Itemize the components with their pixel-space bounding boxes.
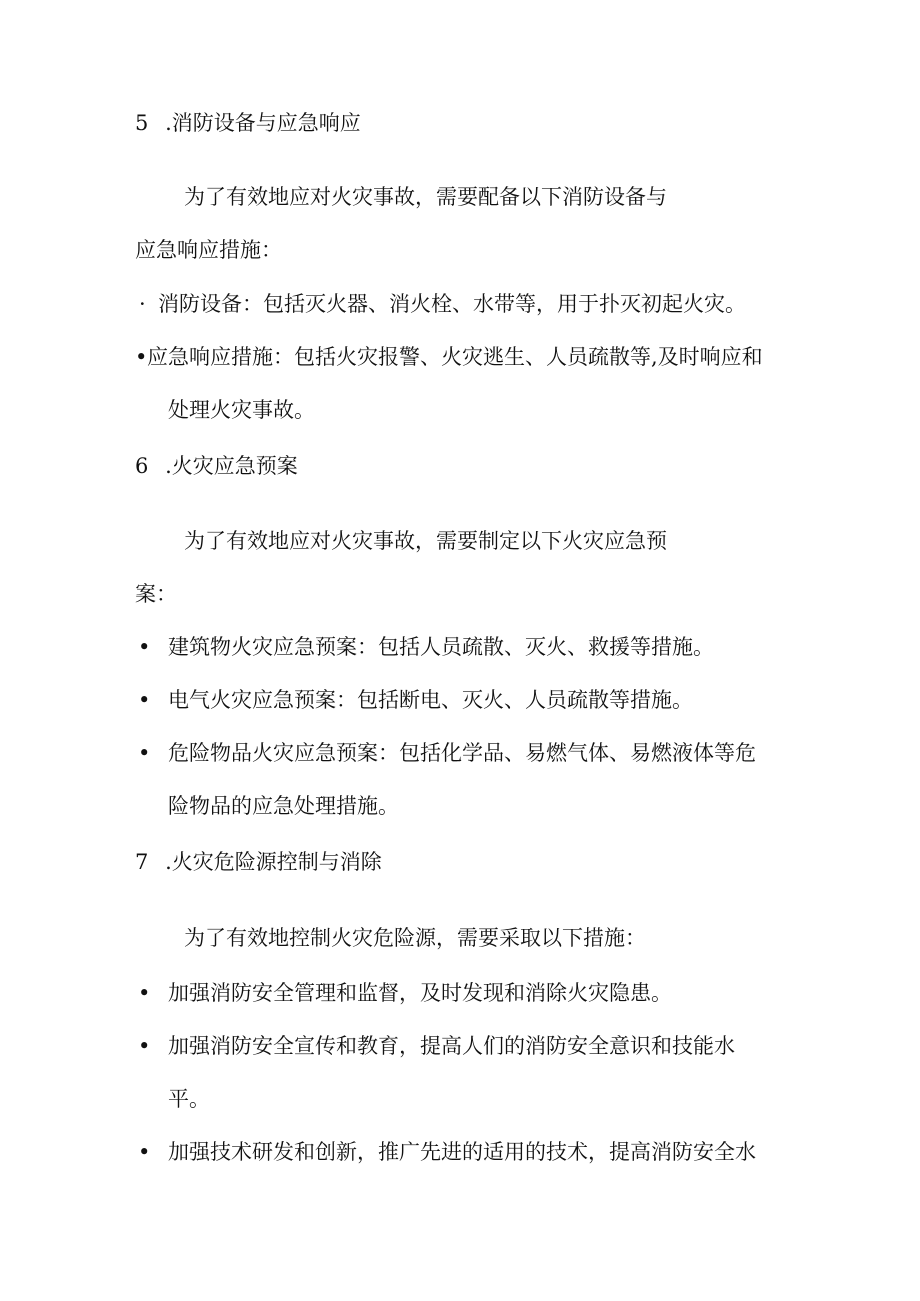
bullet-marker: ·	[139, 292, 146, 316]
section-5-heading	[135, 108, 361, 138]
list-item-text-continued: 险物品的应急处理措施。	[168, 794, 399, 818]
heading-number: 6	[135, 454, 149, 478]
list-item-text: 应急响应措施：包括火灾报警、火灾逃生、人员疏散等,及时响应和	[147, 345, 763, 369]
list-item-text: 电气火灾应急预案：包括断电、灭火、人员疏散等措施。	[168, 688, 693, 712]
heading-text: .消防设备与应急响应	[165, 111, 361, 135]
list-item-text: 加强消防安全管理和监督，及时发现和消除火灾隐患。	[168, 981, 672, 1005]
paragraph-line: 为了有效地应对火灾事故，需要制定以下火灾应急预	[184, 529, 667, 553]
section-6-heading	[135, 451, 298, 481]
heading-text: .火灾应急预案	[165, 454, 298, 478]
paragraph-line: 应急响应措施：	[135, 238, 282, 262]
bullet-marker: •	[138, 1034, 151, 1058]
bullet-marker: •	[138, 1140, 151, 1164]
bullet-marker: •	[138, 981, 151, 1005]
bullet-marker: •	[138, 635, 151, 659]
paragraph-line: 为了有效地控制火灾危险源，需要采取以下措施：	[184, 926, 646, 950]
bullet-marker: •	[138, 741, 151, 765]
list-item-text: 加强消防安全宣传和教育，提高人们的消防安全意识和技能水	[168, 1034, 735, 1058]
heading-text: .火灾危险源控制与消除	[165, 850, 382, 874]
heading-number: 7	[135, 850, 149, 874]
paragraph-line: 为了有效地应对火灾事故，需要配备以下消防设备与	[184, 185, 667, 209]
section-7-heading	[135, 847, 382, 877]
list-item-text-continued: 平。	[168, 1087, 210, 1111]
bullet-marker: •	[135, 345, 148, 369]
paragraph-line: 案：	[135, 582, 177, 606]
list-item-text-continued: 处理火灾事故。	[168, 398, 315, 422]
heading-number: 5	[135, 111, 149, 135]
list-item-text: 危险物品火灾应急预案：包括化学品、易燃气体、易燃液体等危	[168, 741, 756, 765]
list-item-text: 消防设备：包括灭火器、消火栓、水带等，用于扑灭初起火灾。	[158, 292, 746, 316]
list-item-text: 加强技术研发和创新，推广先进的适用的技术，提高消防安全水	[168, 1140, 756, 1164]
bullet-marker: •	[138, 688, 151, 712]
list-item-text: 建筑物火灾应急预案：包括人员疏散、灭火、救援等措施。	[168, 635, 714, 659]
